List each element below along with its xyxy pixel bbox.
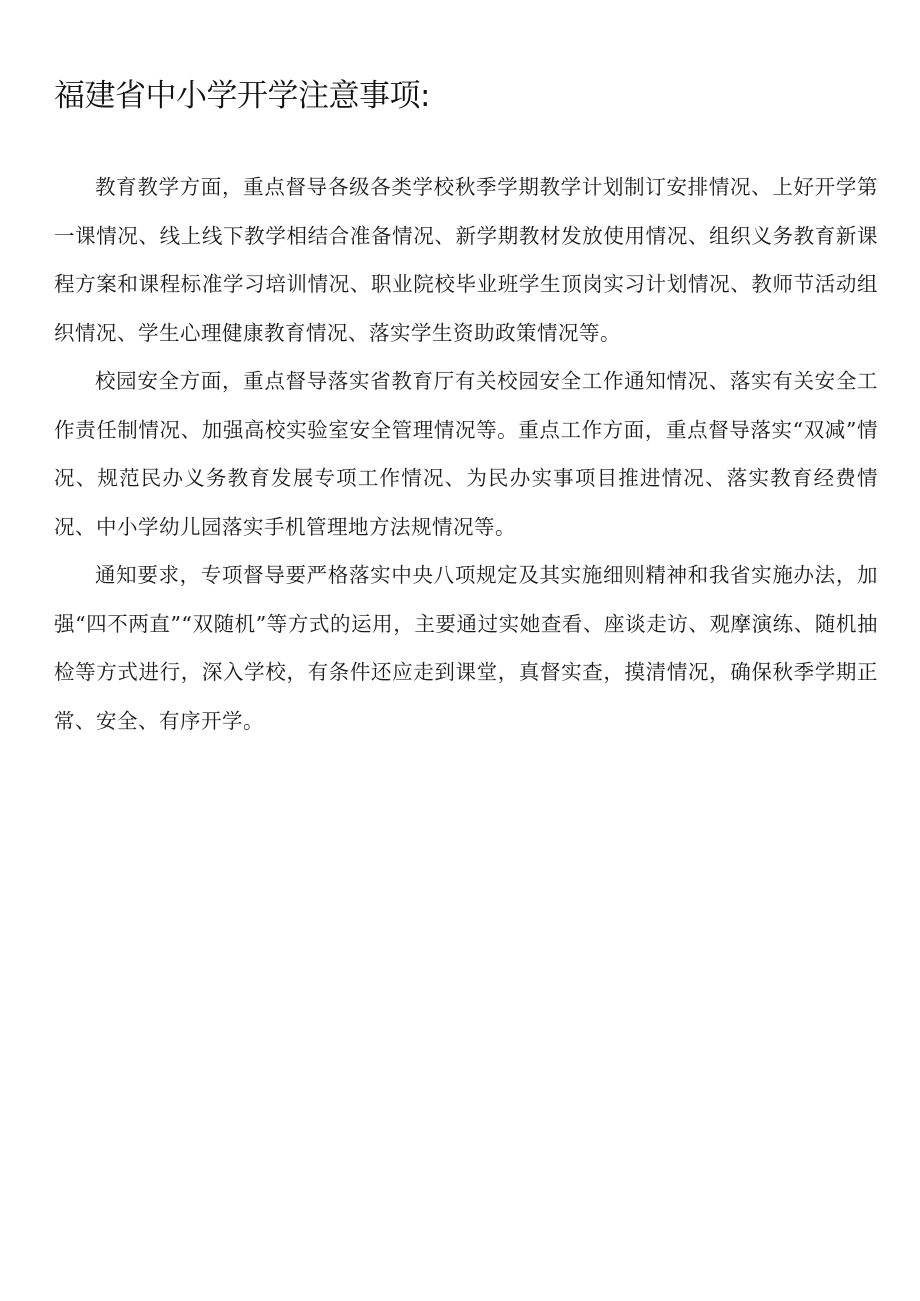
document-body bbox=[54, 163, 878, 745]
paragraph-campus-safety: 校园安全方面，重点督导落实省教育厅有关校园安全工作通知情况、落实有关安全工作责任制情况、加强高校实验室安全管理情况等。重点工作方面，重点督导落实“双减”情况、规范民办义务教育发展专项工作情况、为民办实事项目推进情况、落实教育经费情况、中小学幼儿园落实手机管理地方法规情况等。 bbox=[54, 369, 878, 539]
paragraph-teaching: 教育教学方面，重点督导各级各类学校秋季学期教学计划制订安排情况、上好开学第一课情况、线上线下教学相结合准备情况、新学期教材发放使用情况、组织义务教育新课程方案和课程标准学习培训情况、职业院校毕业班学生顶岗实习计划情况、教师节活动组织情况、学生心理健康教育情况、落实学生资助政策情况等。 bbox=[54, 175, 878, 345]
paragraph-requirements: 通知要求，专项督导要严格落实中央八项规定及其实施细则精神和我省实施办法，加强“四不两直”“双随机”等方式的运用，主要通过实她查看、座谈走访、观摩演练、随机抽检等方式进行，深入学校，有条件还应走到课堂，真督实查，摸清情况，确保秋季学期正常、安全、有序开学。 bbox=[54, 563, 878, 733]
document-title: 福建省中小学开学注意事项: bbox=[54, 78, 430, 114]
